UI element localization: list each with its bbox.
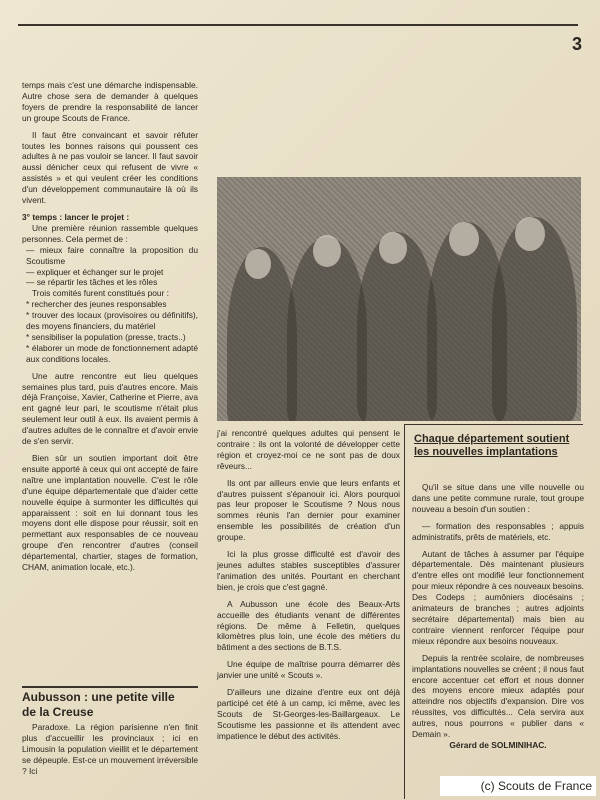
paragraph: Depuis la rentrée scolaire, de nombreuses implantations nouvelles se créent ; il nous faut encore accentuer cet effort et nous donner des moyens encore mieux adaptés pour atteindre nos objectifs d'expansion. Dire vos réussites, vos difficultés... Cela servira aux autres, nous pourrons « publier dans « Demain ».	[412, 652, 584, 740]
list-item: — mieux faire connaître la proposition du Scoutisme	[26, 244, 198, 266]
page-number: 3	[571, 34, 582, 54]
face-shape	[245, 249, 271, 279]
list-item: * sensibiliser la population (presse, tracts..)	[26, 331, 186, 342]
list-item: * élaborer un mode de fonctionnement adapté aux conditions locales.	[26, 342, 198, 364]
aubusson-title-line1: Aubusson : une petite ville	[22, 690, 175, 704]
scouts-photo	[217, 177, 581, 421]
section-subheading: 3° temps : lancer le projet :	[22, 211, 130, 222]
paragraph: D'ailleurs une dizaine d'entre eux ont déjà participé cet été à un camp, ici même, avec les Scouts de St-Georges-les-Baillargeaux. Le Scoutisme les passionne et ils attendent avec impatience le début des activités.	[217, 687, 400, 741]
face-shape	[313, 235, 341, 267]
paragraph: — formation des responsables ; appuis administratifs, prêts de matériels, etc.	[412, 520, 584, 542]
signature: Gérard de SOLMINIHAC.	[449, 739, 547, 750]
face-shape	[379, 232, 407, 264]
sidebar-title: Chaque département soutient les nouvelles implantations	[414, 433, 570, 458]
copyright-notice: (c) Scouts de France	[440, 776, 596, 796]
paragraph: Il faut être convaincant et savoir réfuter toutes les bonnes raisons qui poussent ces adultes à ne pas vouloir se lancer. Il faut savoir aussi dénicher ceux qui refusent de vivre « assistés » et qui veulent créer les conditions d'un développement communautaire là où ils vivent.	[22, 129, 198, 206]
list-item: — se répartir les tâches et les rôles	[26, 277, 158, 288]
paragraph: Qu'il se situe dans une ville nouvelle ou dans une petite commune rurale, tout groupe nouveau a besoin d'un soutien :	[412, 482, 584, 514]
paragraph: temps mais c'est une démarche indispensable. Autre chose sera de demander à quelques foyers de prendre la responsabilité de lancer un groupe Scouts de France.	[22, 80, 198, 123]
paragraph: Bien sûr un soutien important doit être ensuite apporté à ceux qui ont accepté de faire naître une implantation nouvelle. C'est le rôle d'une équipe départementale que d'aider cette nouvelle équipe à surmonter les difficultés qui apparaissent : soit en lui donnant tous les moyens dont elle dispose pour réussir, soit en permettant aux responsables de ce nouveau groupe d'en rencontrer d'autres (conseil départemental, chartier, stages de formation, CHAM, animation locale, etc.).	[22, 453, 198, 573]
paragraph: Paradoxe. La région parisienne n'en finit plus d'accueillir les provinciaux ; ici en Limousin la population vieillit et le département se dépeuple. Est-ce un mouvement irréversible ? Ici	[22, 722, 198, 776]
sidebar-column	[412, 482, 584, 751]
list-item: * rechercher des jeunes responsables	[26, 299, 167, 310]
paragraph: Autant de tâches à assumer par l'équipe départementale. Dès maintenant plusieurs d'entre elles ont modifié leur fonctionnement pour mieux répondre à ces nouveaux besoins. Des Codeps ; aumôniers diocésains ; animateurs de branches ; autres adjoints secrétaire départemental) mais bien au contraire viennent renforcer l'équipe pour mieux répondre aux besoins nouveaux.	[412, 548, 584, 646]
middle-column	[217, 428, 400, 742]
aubusson-column	[22, 722, 198, 777]
face-shape	[515, 217, 545, 251]
aubusson-heading	[22, 686, 198, 720]
list-item: — expliquer et échanger sur le projet	[26, 266, 164, 277]
top-rule	[18, 24, 578, 26]
paragraph: Ils ont par ailleurs envie que leurs enfants et d'autres puissent s'épanouir ici. Alors pourquoi pas leur proposer le Scoutisme ? Nous nous sommes réunis l'an dernier pour examiner ensemble les possibilités de création d'un groupe.	[217, 477, 400, 543]
paragraph: Une première réunion rassemble quelques personnes. Cela permet de :	[22, 222, 198, 244]
left-column	[22, 80, 198, 573]
aubusson-title-line2: de la Creuse	[22, 705, 94, 719]
face-shape	[449, 222, 479, 256]
paragraph: A Aubusson une école des Beaux-Arts accueille des étudiants venant de différentes régions. De même à Felletin, quelques kilomètres plus loin, une école des métiers du bâtiment a des sections de B.T.S.	[217, 598, 400, 653]
paragraph: Trois comités furent constitués pour :	[32, 288, 170, 299]
paragraph: Une autre rencontre eut lieu quelques semaines plus tard, puis d'autres encore. Mais déjà Françoise, Xavier, Catherine et Pierre, ava ent gagné leur pari, le scoutisme n'était plus seulement leur outil à eux. Ils avaient permis à d'autres adultes de le connaître et d'avoir envie de s'en servir.	[22, 370, 198, 447]
paragraph: Une équipe de maîtrise pourra démarrer dès janvier une unité « Scouts ».	[217, 659, 400, 681]
paragraph: Ici la plus grosse difficulté est d'avoir des jeunes adultes stables susceptibles d'assurer l'animation des unités. Pourtant en cherchant bien, je crois que c'est gagné.	[217, 549, 400, 592]
list-item: * trouver des locaux (provisoires ou définitifs), des moyens financiers, du matériel	[26, 310, 198, 332]
paragraph: j'ai rencontré quelques adultes qui pensent le contraire : ils ont la volonté de développer cette région et croyez-moi ce ne sont pas de doux rêveurs...	[217, 428, 400, 471]
